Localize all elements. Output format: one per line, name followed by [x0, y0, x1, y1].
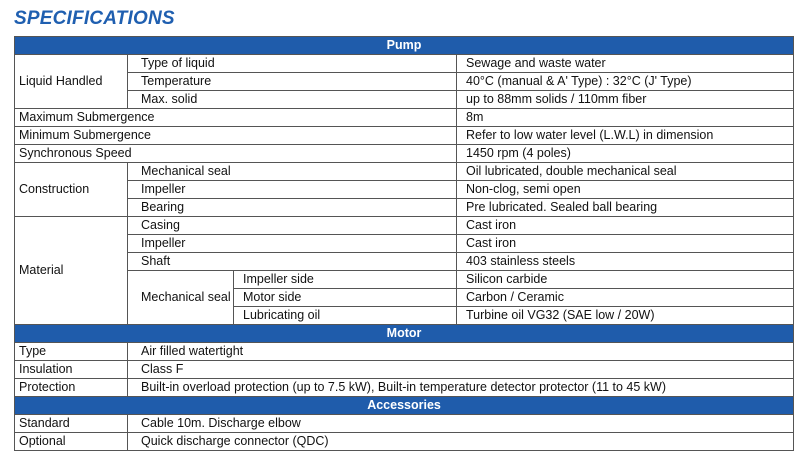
table-row — [15, 433, 794, 451]
impeller-side-label: Impeller side — [234, 271, 457, 289]
pump-header: Pump — [15, 37, 794, 55]
material-mechanical-seal-label: Mechanical seal — [128, 271, 234, 325]
motor-header: Motor — [15, 325, 794, 343]
max-submergence-value: 8m — [457, 109, 794, 127]
insulation-label: Insulation — [15, 361, 128, 379]
bearing-value: Pre lubricated. Sealed ball bearing — [457, 199, 794, 217]
sync-speed-value: 1450 rpm (4 poles) — [457, 145, 794, 163]
standard-value: Cable 10m. Discharge elbow — [128, 415, 794, 433]
lubricating-oil-value: Turbine oil VG32 (SAE low / 20W) — [457, 307, 794, 325]
specifications-table — [14, 36, 794, 451]
optional-label: Optional — [15, 433, 128, 451]
optional-value: Quick discharge connector (QDC) — [128, 433, 794, 451]
table-row — [15, 343, 794, 361]
max-solid-label: Max. solid — [128, 91, 457, 109]
temperature-value: 40°C (manual & A' Type) : 32°C (J' Type) — [457, 73, 794, 91]
table-row — [15, 235, 794, 253]
casing-label: Casing — [128, 217, 457, 235]
table-row — [15, 109, 794, 127]
construction-mechanical-seal-label: Mechanical seal — [128, 163, 457, 181]
construction-impeller-label: Impeller — [128, 181, 457, 199]
liquid-handled-label: Liquid Handled — [15, 55, 128, 109]
table-row — [15, 271, 794, 289]
table-row — [15, 163, 794, 181]
max-solid-value: up to 88mm solids / 110mm fiber — [457, 91, 794, 109]
type-of-liquid-value: Sewage and waste water — [457, 55, 794, 73]
material-label: Material — [15, 217, 128, 325]
sync-speed-label: Synchronous Speed — [15, 145, 457, 163]
impeller-side-value: Silicon carbide — [457, 271, 794, 289]
page-title: SPECIFICATIONS — [14, 8, 175, 29]
type-of-liquid-label: Type of liquid — [128, 55, 457, 73]
motor-header-row — [15, 325, 794, 343]
min-submergence-value: Refer to low water level (L.W.L) in dimension — [457, 127, 794, 145]
construction-mechanical-seal-value: Oil lubricated, double mechanical seal — [457, 163, 794, 181]
table-row — [15, 145, 794, 163]
table-row — [15, 253, 794, 271]
lubricating-oil-label: Lubricating oil — [234, 307, 457, 325]
table-row — [15, 181, 794, 199]
casing-value: Cast iron — [457, 217, 794, 235]
table-row — [15, 91, 794, 109]
table-row — [15, 415, 794, 433]
motor-type-label: Type — [15, 343, 128, 361]
table-row — [15, 361, 794, 379]
material-impeller-label: Impeller — [128, 235, 457, 253]
protection-label: Protection — [15, 379, 128, 397]
pump-header-row — [15, 37, 794, 55]
standard-label: Standard — [15, 415, 128, 433]
bearing-label: Bearing — [128, 199, 457, 217]
construction-impeller-value: Non-clog, semi open — [457, 181, 794, 199]
shaft-label: Shaft — [128, 253, 457, 271]
material-impeller-value: Cast iron — [457, 235, 794, 253]
max-submergence-label: Maximum Submergence — [15, 109, 457, 127]
table-row — [15, 199, 794, 217]
motor-side-value: Carbon / Ceramic — [457, 289, 794, 307]
protection-value: Built-in overload protection (up to 7.5 kW), Built-in temperature detector protector (11 to 45 kW) — [128, 379, 794, 397]
shaft-value: 403 stainless steels — [457, 253, 794, 271]
temperature-label: Temperature — [128, 73, 457, 91]
insulation-value: Class F — [128, 361, 794, 379]
table-row — [15, 73, 794, 91]
motor-type-value: Air filled watertight — [128, 343, 794, 361]
table-row — [15, 379, 794, 397]
accessories-header-row — [15, 397, 794, 415]
table-row — [15, 127, 794, 145]
min-submergence-label: Minimum Submergence — [15, 127, 457, 145]
motor-side-label: Motor side — [234, 289, 457, 307]
table-row — [15, 55, 794, 73]
construction-label: Construction — [15, 163, 128, 217]
accessories-header: Accessories — [15, 397, 794, 415]
table-row — [15, 217, 794, 235]
